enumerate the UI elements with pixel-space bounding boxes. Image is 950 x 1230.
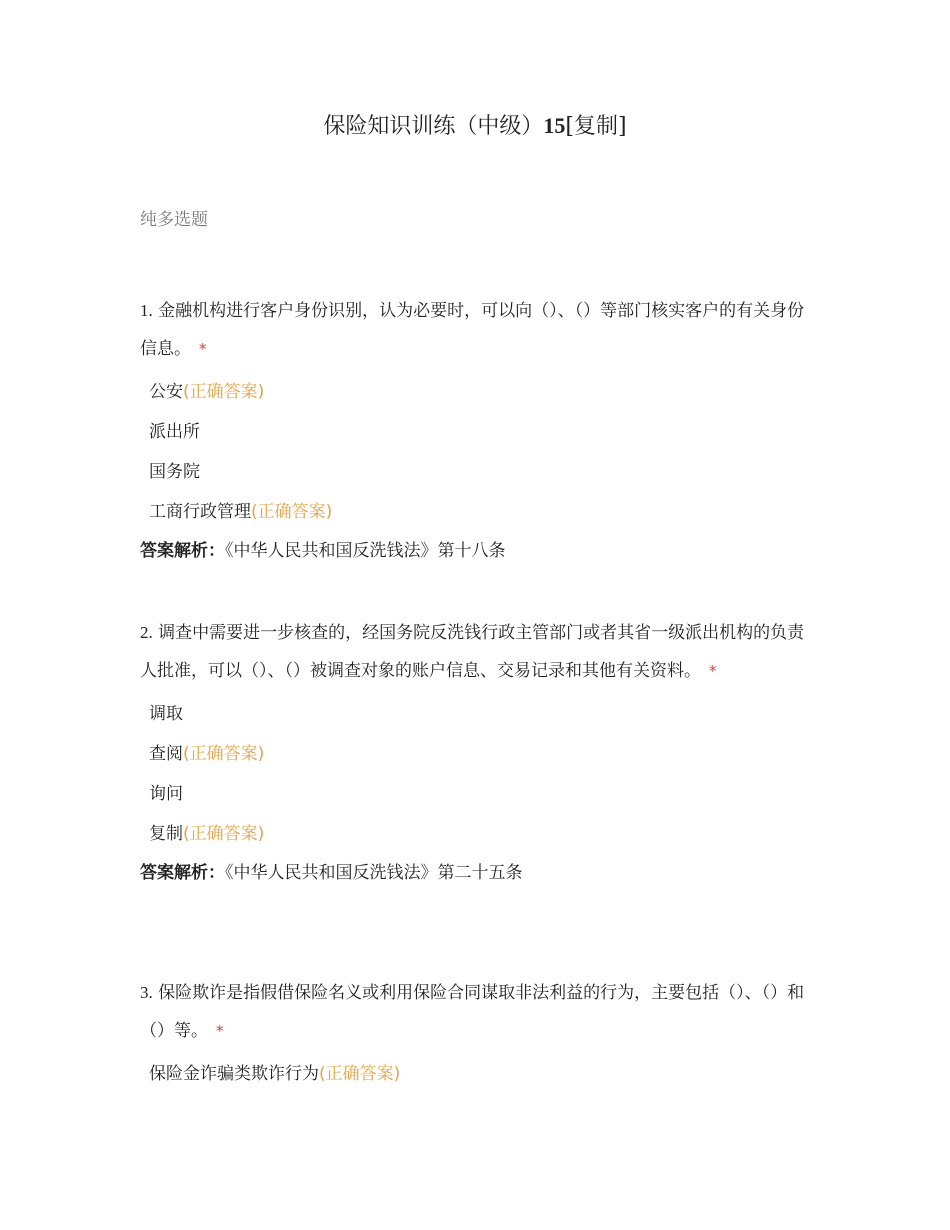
option-list xyxy=(140,1054,820,1094)
option-label: 保险金诈骗类欺诈行为 xyxy=(149,1064,319,1084)
option-label: 工商行政管理 xyxy=(149,502,251,522)
section-heading: 纯多选题 xyxy=(140,210,208,230)
option-label: 派出所 xyxy=(149,422,200,442)
question-body: 保险欺诈是指假借保险名义或利用保险合同谋取非法利益的行为，主要包括（）、（）和（）等。 xyxy=(140,983,805,1041)
question-number: 2. xyxy=(140,623,153,642)
analysis-text: 《中华人民共和国反洗钱法》第十八条 xyxy=(225,541,506,561)
question-1 xyxy=(140,292,820,570)
question-number: 3. xyxy=(140,983,153,1002)
question-text xyxy=(140,614,820,690)
question-text xyxy=(140,974,820,1050)
option-list xyxy=(140,372,820,532)
option-label: 复制 xyxy=(149,824,183,844)
answer-analysis xyxy=(140,854,820,892)
correct-answer-tag: (正确答案) xyxy=(183,744,265,764)
analysis-label: 答案解析： xyxy=(140,541,225,561)
analysis-label: 答案解析： xyxy=(140,863,225,883)
question-2 xyxy=(140,614,820,892)
question-number: 1. xyxy=(140,301,153,320)
option-label: 国务院 xyxy=(149,462,200,482)
option-label: 询问 xyxy=(149,784,183,804)
question-body: 金融机构进行客户身份识别，认为必要时，可以向（）、（）等部门核实客户的有关身份信息。 xyxy=(140,301,805,359)
option-item[interactable] xyxy=(140,814,820,854)
option-item[interactable] xyxy=(140,372,820,412)
title-suffix: [复制] xyxy=(565,114,627,139)
required-mark: * xyxy=(199,340,207,358)
title-number: 15 xyxy=(543,113,566,138)
option-label: 查阅 xyxy=(149,744,183,764)
question-text xyxy=(140,292,820,368)
question-3 xyxy=(140,974,820,1094)
correct-answer-tag: (正确答案) xyxy=(183,824,265,844)
option-item[interactable] xyxy=(140,774,820,814)
answer-analysis xyxy=(140,532,820,570)
correct-answer-tag: (正确答案) xyxy=(251,502,333,522)
option-item[interactable] xyxy=(140,1054,820,1094)
title-prefix: 保险知识训练（中级） xyxy=(323,114,544,139)
correct-answer-tag: (正确答案) xyxy=(319,1064,401,1084)
option-list xyxy=(140,694,820,854)
required-mark: * xyxy=(709,662,717,680)
correct-answer-tag: (正确答案) xyxy=(183,382,265,402)
question-body: 调查中需要进一步核查的，经国务院反洗钱行政主管部门或者其省一级派出机构的负责人批准，可以（）、（）被调查对象的账户信息、交易记录和其他有关资料。 xyxy=(140,623,805,681)
page-title xyxy=(0,108,950,145)
option-label: 调取 xyxy=(149,704,183,724)
option-item[interactable] xyxy=(140,734,820,774)
option-item[interactable] xyxy=(140,492,820,532)
option-item[interactable] xyxy=(140,694,820,734)
option-label: 公安 xyxy=(149,382,183,402)
option-item[interactable] xyxy=(140,452,820,492)
required-mark: * xyxy=(216,1022,224,1040)
option-item[interactable] xyxy=(140,412,820,452)
analysis-text: 《中华人民共和国反洗钱法》第二十五条 xyxy=(225,863,523,883)
